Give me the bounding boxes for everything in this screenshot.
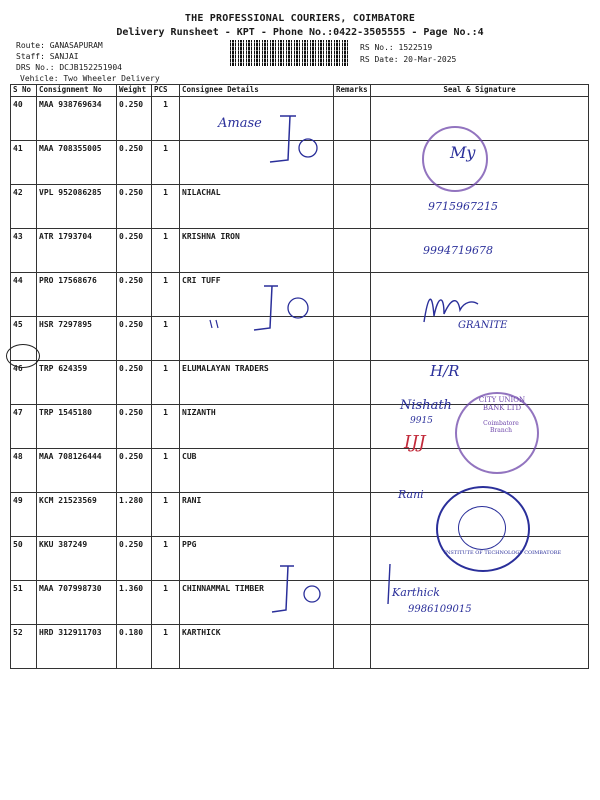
weight: 1.360 [117,581,152,625]
seal-signature [371,97,589,141]
weight: 0.250 [117,317,152,361]
signature-row48-red: IJJ [404,432,426,453]
staff: Staff: SANJAI [16,52,79,61]
col-weight: Weight [117,85,152,97]
table-header [11,85,589,97]
weight: 0.250 [117,97,152,141]
handwriting-row49: Rani [398,488,424,501]
weight: 0.250 [117,229,152,273]
remarks [334,581,371,625]
col-sno: S No [11,85,37,97]
consignment-no: KKU 387249 [37,537,117,581]
route: Route: GANASAPURAM [16,41,103,50]
handwriting-row52-number: 9986109015 [408,604,472,615]
sno: 42 [11,185,37,229]
pcs: 1 [152,273,180,317]
remarks [334,625,371,669]
stamp-cub-text: CITY UNION BANK LTD [478,396,526,412]
pcs: 1 [152,405,180,449]
runsheet-subtitle: Delivery Runsheet - KPT - Phone No.:0422-3505555 - Page No.:4 [116,27,484,38]
table-row [11,229,589,273]
pcs: 1 [152,97,180,141]
stamp-institute-text: INSTITUTE OF TECHNOLOGY COIMBATORE [444,550,562,556]
consignee: CUB [180,449,334,493]
weight: 0.250 [117,449,152,493]
remarks [334,537,371,581]
pcs: 1 [152,317,180,361]
sno: 40 [11,97,37,141]
pcs: 1 [152,537,180,581]
consignment-no: MAA 938769634 [37,97,117,141]
sno: 49 [11,493,37,537]
consignment-no: MAA 707998730 [37,581,117,625]
consignment-no: PRO 17568676 [37,273,117,317]
vehicle: Vehicle: Two Wheeler Delivery [20,74,160,83]
consignment-no: TRP 624359 [37,361,117,405]
weight: 0.250 [117,273,152,317]
weight: 0.250 [117,141,152,185]
remarks [334,185,371,229]
seal-signature [371,625,589,669]
weight: 0.250 [117,185,152,229]
consignee: CRI TUFF [180,273,334,317]
remarks [334,405,371,449]
sno: 50 [11,537,37,581]
rs-date: RS Date: 20-Mar-2025 [360,55,457,64]
pcs: 1 [152,229,180,273]
handwriting-row47-name: Nishath [400,398,452,413]
consignee: PPG [180,537,334,581]
col-consignee: Consignee Details [180,85,334,97]
col-consignment: Consignment No [37,85,117,97]
pcs: 1 [152,141,180,185]
pcs: 1 [152,449,180,493]
col-pcs: PCS [152,85,180,97]
consignment-no: HRD 312911703 [37,625,117,669]
pcs: 1 [152,493,180,537]
consignee: KRISHNA IRON [180,229,334,273]
handwriting-mark-row40 [260,112,330,182]
remarks [334,97,371,141]
stamp-institute-inner [458,506,506,550]
pcs: 1 [152,625,180,669]
company-title: THE PROFESSIONAL COURIERS, COIMBATORE [184,13,416,24]
sno: 46 [11,361,37,405]
sno: 45 [11,317,37,361]
remarks [334,273,371,317]
handwriting-mark-row45 [204,284,324,340]
pcs: 1 [152,361,180,405]
table-row [11,185,589,229]
signature-stroke-row52 [380,560,400,610]
rs-number: RS No.: 1522519 [360,43,433,52]
pcs: 1 [152,581,180,625]
remarks [334,141,371,185]
consignment-no: ATR 1793704 [37,229,117,273]
sno: 51 [11,581,37,625]
consignment-no: MAA 708126444 [37,449,117,493]
consignee: KARTHICK [180,625,334,669]
weight: 0.250 [117,405,152,449]
weight: 1.280 [117,493,152,537]
row46-circle-mark [6,344,40,368]
sno: 44 [11,273,37,317]
handwriting-row42: 9715967215 [428,200,498,213]
col-remarks: Remarks [334,85,371,97]
handwriting-row47-number: 9915 [410,416,433,426]
drs-number: DRS No.: DCJB152251904 [16,63,122,72]
sno: 48 [11,449,37,493]
weight: 0.250 [117,361,152,405]
col-seal: Seal & Signature [371,85,589,97]
weight: 0.180 [117,625,152,669]
sno: 47 [11,405,37,449]
sno: 52 [11,625,37,669]
remarks [334,317,371,361]
sno: 43 [11,229,37,273]
handwriting-row40: Amase [218,116,262,131]
remarks [334,449,371,493]
handwriting-row52-name: Karthick [392,586,440,599]
handwriting-mark-row52 [258,560,338,620]
consignment-no: KCM 21523569 [37,493,117,537]
stamp-cub-branch: Coimbatore Branch [483,420,519,434]
remarks [334,229,371,273]
weight: 0.250 [117,537,152,581]
handwriting-row44: 9994719678 [423,244,493,257]
remarks [334,361,371,405]
handwriting-row46: H/R [430,362,460,380]
consignee: RANI [180,493,334,537]
table-row [11,625,589,669]
consignment-no: HSR 7297895 [37,317,117,361]
barcode-overlay [230,40,350,66]
remarks [334,493,371,537]
consignment-no: MAA 708355005 [37,141,117,185]
handwriting-row45: GRANITE [458,320,508,331]
consignment-no: VPL 952086285 [37,185,117,229]
consignee: NILACHAL [180,185,334,229]
consignee: NIZANTH [180,405,334,449]
sno: 41 [11,141,37,185]
pcs: 1 [152,185,180,229]
consignment-no: TRP 1545180 [37,405,117,449]
consignee: ELUMALAYAN TRADERS [180,361,334,405]
consignee: CHINNAMMAL TIMBER [180,581,334,625]
signature-row41-glyph: My [450,143,476,162]
